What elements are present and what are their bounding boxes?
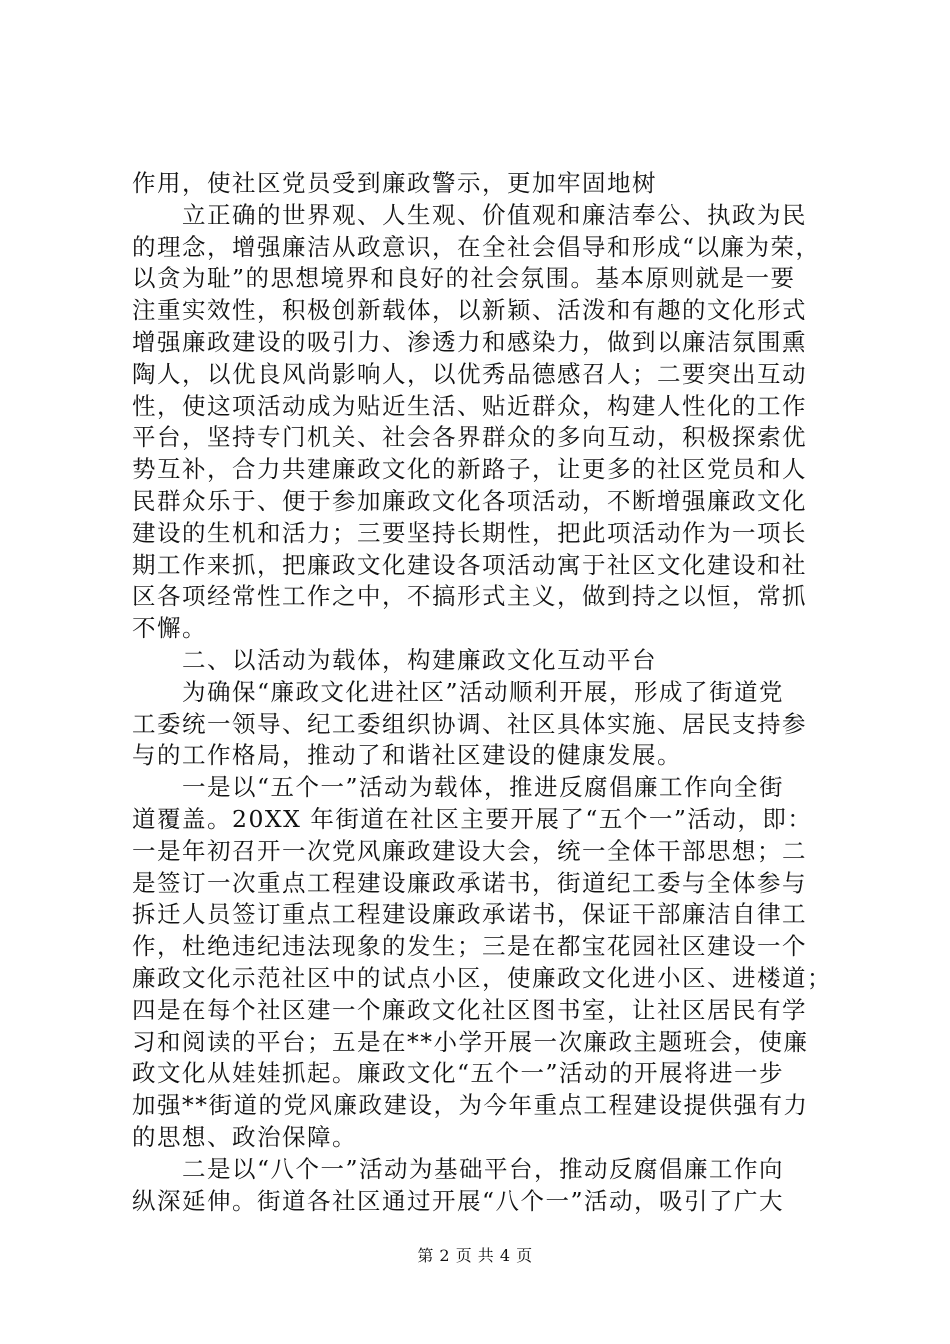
text-line: 性，使这项活动成为贴近生活、贴近群众，构建人性化的工作 — [132, 391, 807, 420]
text-line: 廉政文化示范社区中的试点小区，使廉政文化进小区、进楼道； — [132, 963, 832, 992]
text-line: 势互补，合力共建廉政文化的新路子，让更多的社区党员和人 — [132, 455, 807, 484]
text-line: 为确保“廉政文化进社区”活动顺利开展，形成了街道党 — [182, 677, 785, 706]
document-body — [132, 168, 832, 1217]
text-line: 二是以“八个一”活动为基础平台，推动反腐倡廉工作向 — [182, 1154, 785, 1183]
text-line: 道覆盖。20XX 年街道在社区主要开展了“五个一”活动，即： — [132, 804, 813, 833]
text-line: 是签订一次重点工程建设廉政承诺书，街道纪工委与全体参与 — [132, 868, 807, 897]
text-line: 四是在每个社区建一个廉政文化社区图书室，让社区居民有学 — [132, 995, 807, 1024]
text-line: 加强**街道的党风廉政建设，为今年重点工程建设提供强有力 — [132, 1091, 809, 1120]
text-line: 与的工作格局，推动了和谐社区建设的健康发展。 — [132, 741, 682, 770]
text-line: 二、以活动为载体，构建廉政文化互动平台 — [182, 645, 657, 674]
text-line: 陶人，以优良风尚影响人，以优秀品德感召人；二要突出互动 — [132, 359, 807, 388]
text-line: 作，杜绝违纪违法现象的发生；三是在都宝花园社区建设一个 — [132, 932, 807, 961]
text-line: 一是年初召开一次党风廉政建设大会，统一全体干部思想；二 — [132, 836, 807, 865]
text-line: 政文化从娃娃抓起。廉政文化“五个一”活动的开展将进一步 — [132, 1059, 785, 1088]
text-line: 的思想、政治保障。 — [132, 1122, 357, 1151]
text-line: 增强廉政建设的吸引力、渗透力和感染力，做到以廉洁氛围熏 — [132, 327, 807, 356]
text-line: 不懈。 — [132, 614, 207, 643]
text-line: 立正确的世界观、人生观、价值观和廉洁奉公、执政为民 — [182, 200, 807, 229]
text-line: 期工作来抓，把廉政文化建设各项活动寓于社区文化建设和社 — [132, 550, 807, 579]
page-footer: 第 2 页 共 4 页 — [417, 1246, 533, 1265]
text-line: 注重实效性，积极创新载体，以新颖、活泼和有趣的文化形式 — [132, 296, 807, 325]
text-line: 的理念，增强廉洁从政意识，在全社会倡导和形成“以廉为荣， — [132, 232, 821, 261]
text-line: 纵深延伸。街道各社区通过开展“八个一”活动，吸引了广大 — [132, 1186, 785, 1215]
text-line: 作用，使社区党员受到廉政警示，更加牢固地树 — [132, 169, 657, 197]
text-line: 平台，坚持专门机关、社会各界群众的多向互动，积极探索优 — [132, 423, 807, 452]
text-line: 一是以“五个一”活动为载体，推进反腐倡廉工作向全街 — [182, 773, 785, 802]
text-line: 以贪为耻”的思想境界和良好的社会氛围。基本原则就是一要 — [132, 264, 796, 293]
text-line: 习和阅读的平台；五是在**小学开展一次廉政主题班会，使廉 — [132, 1027, 809, 1056]
text-line: 建设的生机和活力；三要坚持长期性，把此项活动作为一项长 — [132, 518, 807, 547]
text-line: 拆迁人员签订重点工程建设廉政承诺书，保证干部廉洁自律工 — [132, 900, 807, 929]
text-line: 民群众乐于、便于参加廉政文化各项活动，不断增强廉政文化 — [132, 486, 807, 515]
text-line: 工委统一领导、纪工委组织协调、社区具体实施、居民支持参 — [132, 709, 807, 738]
text-line: 区各项经常性工作之中，不搞形式主义，做到持之以恒，常抓 — [132, 582, 807, 611]
